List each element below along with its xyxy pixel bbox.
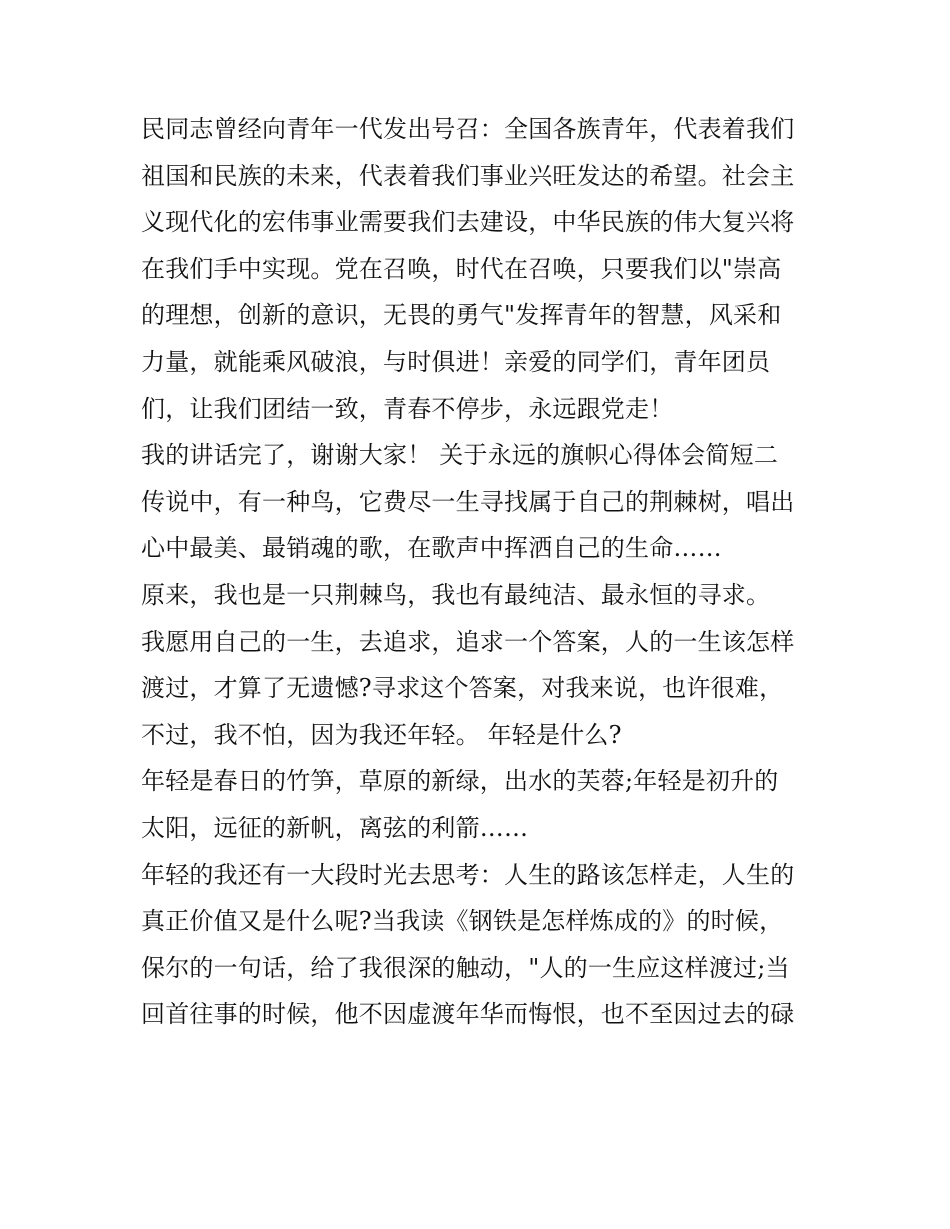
text-line: 力量，就能乘风破浪，与时俱进！亲爱的同学们，青年团员	[141, 347, 771, 376]
text-line: 回首往事的时候，他不因虚渡年华而悔恨，也不至因过去的碌	[141, 1000, 795, 1029]
text-line: 们，让我们团结一致，青春不停步，永远跟党走！	[141, 394, 674, 423]
text-line: 祖国和民族的未来，代表着我们事业兴旺发达的希望。社会主	[141, 161, 795, 190]
text-line: 原来，我也是一只荆棘鸟，我也有最纯洁、最永恒的寻求。	[141, 580, 771, 609]
text-line: 我的讲话完了，谢谢大家！ 关于永远的旗帜心得体会简短二	[141, 441, 779, 470]
text-line: 不过，我不怕，因为我还年轻。 年轻是什么?	[141, 720, 622, 749]
text-line: 的理想，创新的意识，无畏的勇气"发挥青年的智慧，风采和	[141, 301, 782, 330]
text-line: 心中最美、最销魂的歌，在歌声中挥洒自己的生命……	[141, 534, 722, 563]
text-line: 义现代化的宏伟事业需要我们去建设，中华民族的伟大复兴将	[141, 208, 795, 237]
document-body	[141, 106, 821, 1038]
text-line: 传说中，有一种鸟，它费尽一生寻找属于自己的荆棘树，唱出	[141, 487, 795, 516]
text-line: 太阳，远征的新帆，离弦的利箭……	[141, 813, 529, 842]
text-line: 在我们手中实现。党在召唤，时代在召唤，只要我们以"崇高	[141, 254, 782, 283]
text-line: 渡过，才算了无遗憾?寻求这个答案，对我来说，也许很难，	[141, 674, 784, 703]
text-line: 民同志曾经向青年一代发出号召：全国各族青年，代表着我们	[141, 115, 795, 143]
text-line: 真正价值又是什么呢?当我读《钢铁是怎样炼成的》的时候，	[141, 907, 784, 936]
text-line: 我愿用自己的一生，去追求，追求一个答案，人的一生该怎样	[141, 627, 795, 656]
text-line: 保尔的一句话，给了我很深的触动，"人的一生应这样渡过;当	[141, 953, 790, 982]
text-line: 年轻是春日的竹笋，草原的新绿，出水的芙蓉;年轻是初升的	[141, 767, 779, 796]
text-line: 年轻的我还有一大段时光去思考：人生的路该怎样走，人生的	[141, 860, 795, 889]
